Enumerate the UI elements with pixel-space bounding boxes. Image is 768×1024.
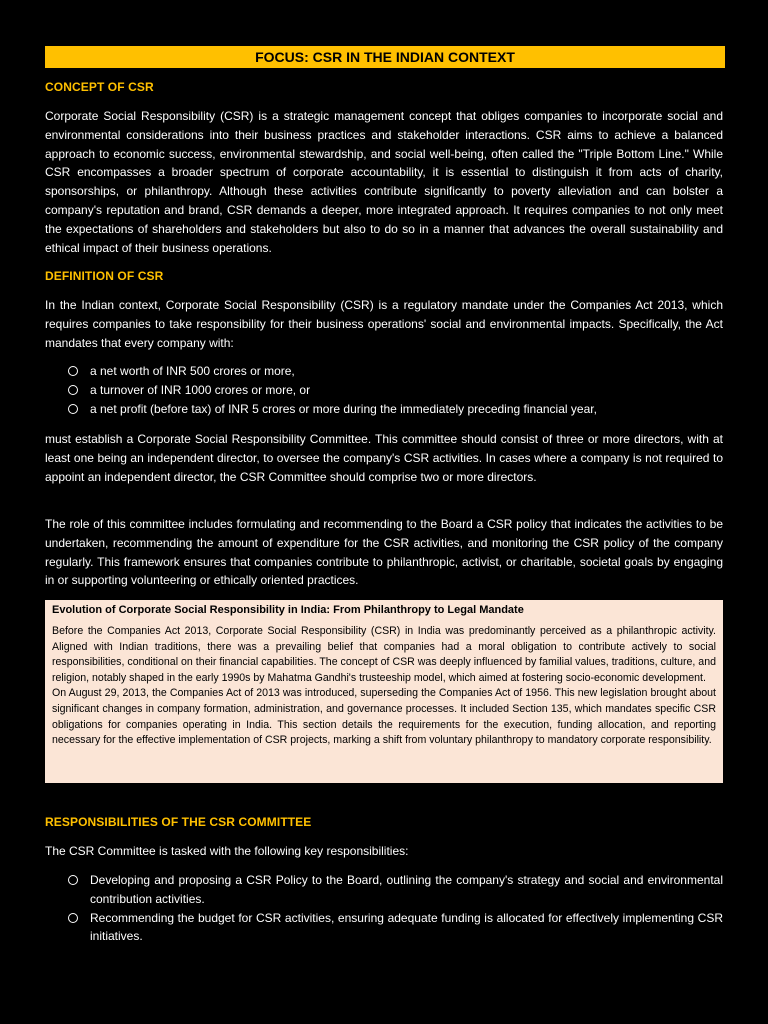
- list-item: [68, 381, 723, 400]
- concept-paragraph: Corporate Social Responsibility (CSR) is a strategic management concept that obliges companies to incorporate social and environmental considerations into their business practices and stakeholder interactions. CSR aims to achieve a balanced approach to economic success, environmental stewardship, and social well-being, often called the "Triple Bottom Line." While CSR encompasses a broader spectrum of corporate accountability, it is essential to distinguish it from acts of charity, sponsorships, or philanthropy. Although these activities contribute significantly to poverty alleviation and can bolster a company's reputation and brand, CSR demands a deeper, more integrated approach. It requires companies to not only meet the expectations of shareholders and stakeholders but also to do so in a manner that advances the overall sustainability and ethical impact of their business operations.: [45, 109, 723, 255]
- circle-bullet-icon: [68, 385, 78, 395]
- callout-paragraph: On August 29, 2013, the Companies Act of 2013 was introduced, superseding the Companies Act of 1956. This new legislation brought about significant changes in company formation, administration, and governance processes. It included Section 135, which mandates specific CSR obligations for companies operating in India. This section details the requirements for the execution, funding allocation, and reporting necessary for the effective implementation of CSR projects, marking a shift from voluntary philanthropy to mandatory corporate responsibility.: [52, 687, 716, 747]
- criteria-item-text: a net profit (before tax) of INR 5 crores or more during the immediately preceding financial year,: [90, 401, 597, 416]
- circle-bullet-icon: [68, 913, 78, 923]
- responsibility-item-text: Recommending the budget for CSR activities, ensuring adequate funding is allocated for effectively implementing CSR initiatives.: [90, 910, 723, 944]
- list-item: [68, 362, 723, 381]
- criteria-list: [68, 362, 723, 418]
- list-item: [68, 909, 723, 947]
- responsibilities-list: [68, 871, 723, 946]
- evolution-callout-box: [45, 600, 723, 783]
- banner-title: FOCUS: CSR IN THE INDIAN CONTEXT: [255, 49, 515, 65]
- concept-heading: CONCEPT OF CSR: [45, 80, 154, 94]
- responsibility-item-text: Developing and proposing a CSR Policy to the Board, outlining the company's strategy and social and environmental contribution activities.: [90, 873, 723, 906]
- responsibilities-heading: RESPONSIBILITIES OF THE CSR COMMITTEE: [45, 815, 312, 829]
- callout-title: Evolution of Corporate Social Responsibility in India: From Philanthropy to Legal Mandate: [52, 604, 524, 616]
- role-paragraph: The role of this committee includes formulating and recommending to the Board a CSR policy that indicates the activities to be undertaken, recommending the amount of expenditure for the CSR activities, and monitoring the CSR policy of the company regularly. This framework ensures that companies contribute to philanthropic, activist, or charitable, societal goals by engaging in or supporting volunteering or ethically oriented practices.: [45, 517, 723, 588]
- circle-bullet-icon: [68, 404, 78, 414]
- circle-bullet-icon: [68, 366, 78, 376]
- definition-heading: DEFINITION OF CSR: [45, 269, 164, 283]
- section-banner: [45, 46, 725, 68]
- committee-paragraph: must establish a Corporate Social Responsibility Committee. This committee should consist of three or more directors, with at least one being an independent director, to oversee the company's CSR activities. In cases where a company is not required to appoint an independent director, the CSR Committee should comprise two or more directors.: [45, 432, 723, 484]
- list-item: [68, 871, 723, 909]
- list-item: [68, 400, 723, 419]
- definition-intro-paragraph: In the Indian context, Corporate Social Responsibility (CSR) is a regulatory mandate under the Companies Act 2013, which requires companies to take responsibility for their business operations' social and environmental impacts. Specifically, the Act mandates that every company with:: [45, 298, 723, 350]
- callout-paragraph: Before the Companies Act 2013, Corporate Social Responsibility (CSR) in India was predominantly perceived as a philanthropic activity. Aligned with Indian traditions, there was a prevailing belief that companies had a moral obligation to contribute actively to social responsibilities, conditional on their financial capabilities. The concept of CSR was deeply influenced by familial values, traditions, culture, and religion, notably shaped in the early 1990s by Mahatma Gandhi's trusteeship model, which aimed at fostering socio-economic development.: [52, 625, 716, 684]
- criteria-item-text: a net worth of INR 500 crores or more,: [90, 364, 295, 378]
- criteria-item-text: a turnover of INR 1000 crores or more, or: [90, 382, 311, 397]
- circle-bullet-icon: [68, 875, 78, 885]
- responsibilities-intro: The CSR Committee is tasked with the following key responsibilities:: [45, 844, 409, 858]
